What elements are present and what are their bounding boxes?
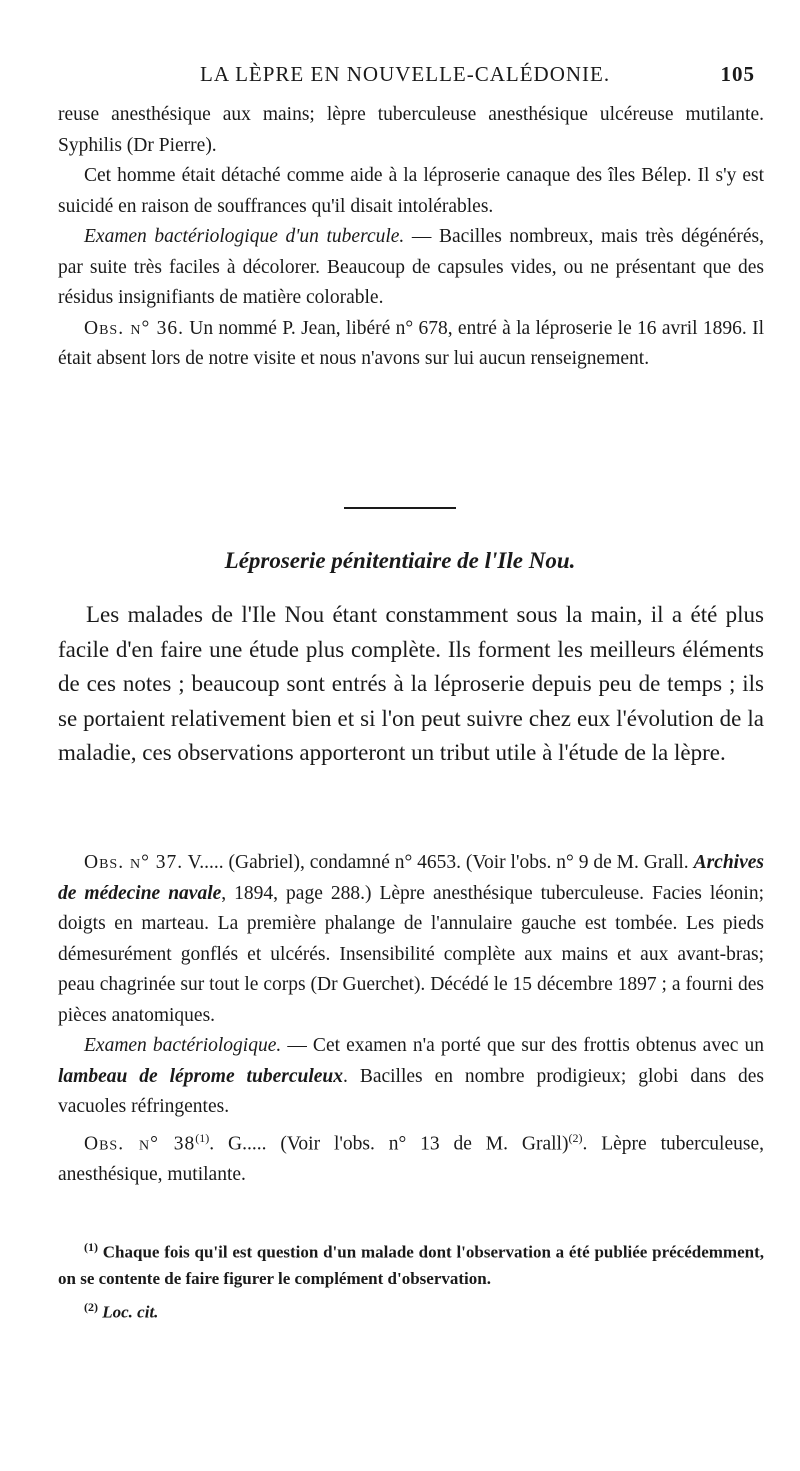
footnote-1 bbox=[58, 1234, 764, 1292]
paragraph-suicide: Cet homme était détaché comme aide à la léproserie canaque des îles Bélep. Il s'y est suicidé en raison de souffrances qu'il disait intolérables. bbox=[58, 165, 764, 217]
obs-37-text-b: , 1894, page 288.) Lèpre anesthésique tuberculeuse. Facies léonin; doigts en marteau. La première phalange de l'annulaire gauche est tombée. Les pieds démesurément gonflés et ulcérés. Insensibilité complète aux mains et aux avant-bras; peau chagrinée sur tout le corps (Dr Guerchet). Décédé le 15 décembre 1897 ; a fourni des pièces anatomiques. bbox=[58, 882, 764, 1026]
lambeau-phrase: lambeau de léprome tuberculeux bbox=[58, 1065, 343, 1087]
paragraph-obs-37 bbox=[58, 848, 764, 1031]
obs-38-text-a: . G..... (Voir l'obs. n° 13 de M. Grall) bbox=[209, 1133, 569, 1154]
obs-38-label: Obs. n° 38 bbox=[84, 1133, 196, 1154]
footnote-ref-2: (2) bbox=[568, 1130, 583, 1145]
top-section bbox=[58, 100, 764, 375]
intro-section bbox=[58, 598, 764, 771]
paragraph-obs-37-exam bbox=[58, 1031, 764, 1123]
footnotes bbox=[58, 1234, 764, 1327]
footnote-2-mark: (2) bbox=[84, 1299, 98, 1314]
running-title: LA LÈPRE EN NOUVELLE-CALÉDONIE. bbox=[200, 62, 611, 86]
footnote-2 bbox=[58, 1294, 764, 1326]
paragraph-obs-36 bbox=[58, 314, 764, 375]
obs-38-text-b: . Lèpre tuberculeuse, anesthésique, mutilante. bbox=[58, 1133, 764, 1185]
obs-36-label: Obs. n° 36. bbox=[84, 317, 184, 339]
obs-37-exam-heading: Examen bactériologique. bbox=[84, 1035, 282, 1056]
exam-text: — Bacilles nombreux, mais très dégénérés, par suite très faciles à décolorer. Beaucoup de capsules vides, ou ne présentant que des résidus insignifiants de matière colorable. bbox=[58, 226, 764, 308]
page-number: 105 bbox=[720, 62, 755, 86]
footnote-1-text: Chaque fois qu'il est question d'un malade dont l'observation a été publiée précédemment, on se contente de faire figurer le complément d'observation. bbox=[58, 1242, 764, 1288]
footnote-ref-1: (1) bbox=[195, 1130, 210, 1145]
archives-title: Archives de médecine navale bbox=[58, 852, 764, 904]
exam-heading: Examen bactériologique d'un tubercule. bbox=[84, 226, 405, 247]
paragraph-exam-tubercule bbox=[58, 222, 764, 314]
obs-37-text-a: V..... (Gabriel), condamné n° 4653. (Voir l'obs. n° 9 de M. Grall. bbox=[183, 852, 694, 873]
running-header bbox=[60, 58, 755, 92]
obs-37-exam-a: — Cet examen n'a porté que sur des frottis obtenus avec un bbox=[281, 1035, 764, 1056]
footnote-2-text: Loc. cit. bbox=[98, 1302, 159, 1322]
section-divider bbox=[344, 507, 456, 509]
obs-37-exam-b: . Bacilles en nombre prodigieux; globi dans des vacuoles réfringentes. bbox=[58, 1065, 765, 1117]
observations-section bbox=[58, 848, 764, 1190]
obs-37-label: Obs. n° 37. bbox=[84, 852, 184, 873]
footnote-1-mark: (1) bbox=[84, 1240, 98, 1254]
section-heading: Léproserie pénitentiaire de l'Ile Nou. bbox=[224, 548, 576, 573]
continuation-paragraph: reuse anesthésique aux mains; lèpre tuberculeuse anesthésique ulcéreuse mutilante. Syphilis (Dr Pierre). bbox=[58, 104, 764, 156]
obs-36-text: Un nommé P. Jean, libéré n° 678, entré à la léproserie le 16 avril 1896. Il était absent lors de notre visite et nous n'avons sur lui aucun renseignement. bbox=[58, 317, 764, 369]
paragraph-obs-38 bbox=[58, 1123, 764, 1191]
intro-paragraph: Les malades de l'Ile Nou étant constamment sous la main, il a été plus facile d'en faire une étude plus complète. Ils forment les meilleurs éléments de ces notes ; beaucoup sont entrés à la léproserie depuis peu de temps ; ils se portaient relativement bien et si l'on peut suivre chez eux l'évolution de la maladie, ces observations apporteront un tribut utile à l'étude de la lèpre. bbox=[58, 602, 764, 765]
